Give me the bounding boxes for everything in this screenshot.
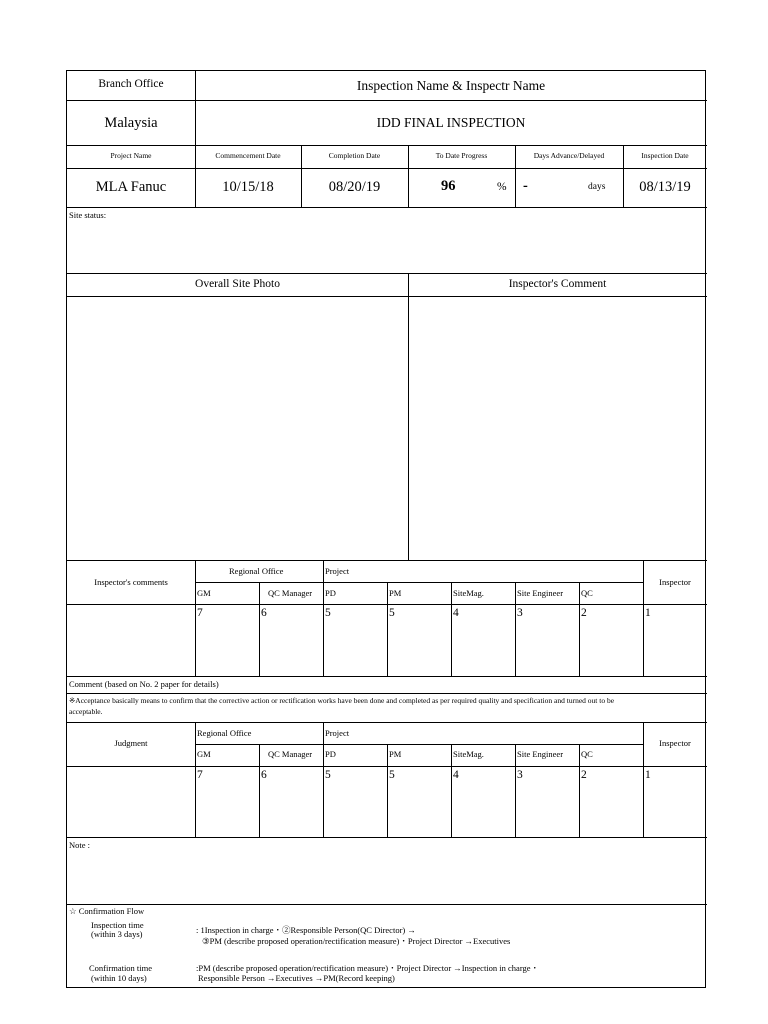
role-pd: PD [325,588,336,598]
note-label: Note : [69,840,91,850]
rule [579,582,580,676]
completion-date-value: 08/20/19 [328,179,381,195]
branch-office-label: Branch Office [98,78,164,90]
inspection-time-sub: (within 3 days) [91,929,143,939]
rule [515,582,516,676]
rule [515,744,516,837]
rule [323,560,324,676]
role-pm: PM [389,749,402,759]
role-qc-manager: QC Manager [268,749,313,759]
comment-line: Comment (based on No. 2 paper for details) [69,679,219,689]
days-advance-label: Days Advance/Delayed [533,151,605,160]
rule [67,837,707,838]
rule [67,693,707,694]
rule [67,676,707,677]
inspector-label: Inspector [659,577,691,587]
role-pd: PD [325,749,336,759]
confirmation-flow-title: ☆ Confirmation Flow [69,906,145,916]
inspector-comment-area [409,297,707,560]
signature-number: 7 [197,769,203,781]
signature-number: 5 [389,769,395,781]
rule [195,560,196,676]
acceptance-note: ※Acceptance basically means to confirm that the corrective action or rectification works have been done and completed as per required quality and specification and turned out to be acceptable. [69,696,615,716]
inspectors-comment-label: Inspector's Comment [508,278,607,290]
role-site-engineer: Site Engineer [517,749,564,759]
completion-date-label: Completion Date [328,151,381,160]
rule [195,744,643,745]
confirmation-time-sub: (within 10 days) [91,973,147,983]
overall-site-photo-label: Overall Site Photo [195,278,280,290]
judgment-row-label: Judgment [114,738,148,748]
rule [67,722,707,723]
rule [579,744,580,837]
rule [451,582,452,676]
commencement-date-label: Commencement Date [215,151,281,160]
rule [195,582,643,583]
inspectors-comments-row-label: Inspector's comments [94,577,168,587]
inspection-date-value: 08/13/19 [639,179,691,195]
confirmation-time-line2: Responsible Person →Executives →PM(Record keeping) [198,973,395,983]
rule [67,145,707,146]
rule [387,582,388,676]
days-value: - [523,178,528,194]
signature-number: 2 [581,607,587,619]
signature-number: 5 [325,769,331,781]
progress-label: To Date Progress [435,151,488,160]
role-qc: QC [581,749,593,759]
inspection-name-value: IDD FINAL INSPECTION [376,115,526,130]
role-gm: GM [197,588,211,598]
signature-number: 4 [453,607,459,619]
signature-number: 3 [517,607,523,619]
rule [67,207,707,208]
rule [67,560,707,561]
signature-number: 1 [645,769,651,781]
rule [67,273,707,274]
role-site-engineer: Site Engineer [517,588,564,598]
project-group-label: Project [325,728,350,738]
commencement-date-value: 10/15/18 [222,179,274,195]
signature-number: 3 [517,769,523,781]
inspection-date-label: Inspection Date [641,151,689,160]
signature-number: 7 [197,607,203,619]
inspector-label: Inspector [659,738,691,748]
signature-number: 1 [645,607,651,619]
branch-office-value: Malaysia [104,115,158,131]
rule [259,744,260,837]
rule [195,722,196,837]
rule [259,582,260,676]
site-status-label: Site status: [69,210,107,220]
progress-unit: % [497,181,507,193]
regional-office-label: Regional Office [229,566,284,576]
signature-number: 5 [389,607,395,619]
role-gm: GM [197,749,211,759]
project-name-label: Project Name [110,151,152,160]
inspection-form [66,70,706,988]
signature-number: 6 [261,769,267,781]
rule [67,904,707,905]
progress-value: 96 [441,178,456,194]
signature-number: 4 [453,769,459,781]
inspection-time-line2: ③PM (describe proposed operation/rectification measure)・Project Director →Executives [202,936,511,946]
rule [387,744,388,837]
rule [67,168,707,169]
role-sitemag: SiteMag. [453,749,484,759]
role-qc-manager: QC Manager [268,588,313,598]
confirmation-time-label: Confirmation time [89,963,153,973]
inspection-time-line1: : 1Inspection in charge・②Responsible Person(QC Director) → [196,925,416,935]
role-pm: PM [389,588,402,598]
rule [67,100,707,101]
inspection-name-label: Inspection Name & Inspectr Name [356,78,546,93]
site-photo-area [67,297,408,560]
rule [451,744,452,837]
project-name-value: MLA Fanuc [95,179,167,195]
days-unit: days [588,182,606,192]
signature-number: 6 [261,607,267,619]
inspection-time-label: Inspection time [91,920,144,930]
role-qc: QC [581,588,593,598]
role-sitemag: SiteMag. [453,588,484,598]
rule [323,722,324,837]
signature-number: 5 [325,607,331,619]
confirmation-time-line1: :PM (describe proposed operation/rectification measure)・Project Director →Inspection in charge・ [196,963,540,973]
signature-number: 2 [581,769,587,781]
project-group-label: Project [325,566,350,576]
regional-office-label: Regional Office [197,728,252,738]
